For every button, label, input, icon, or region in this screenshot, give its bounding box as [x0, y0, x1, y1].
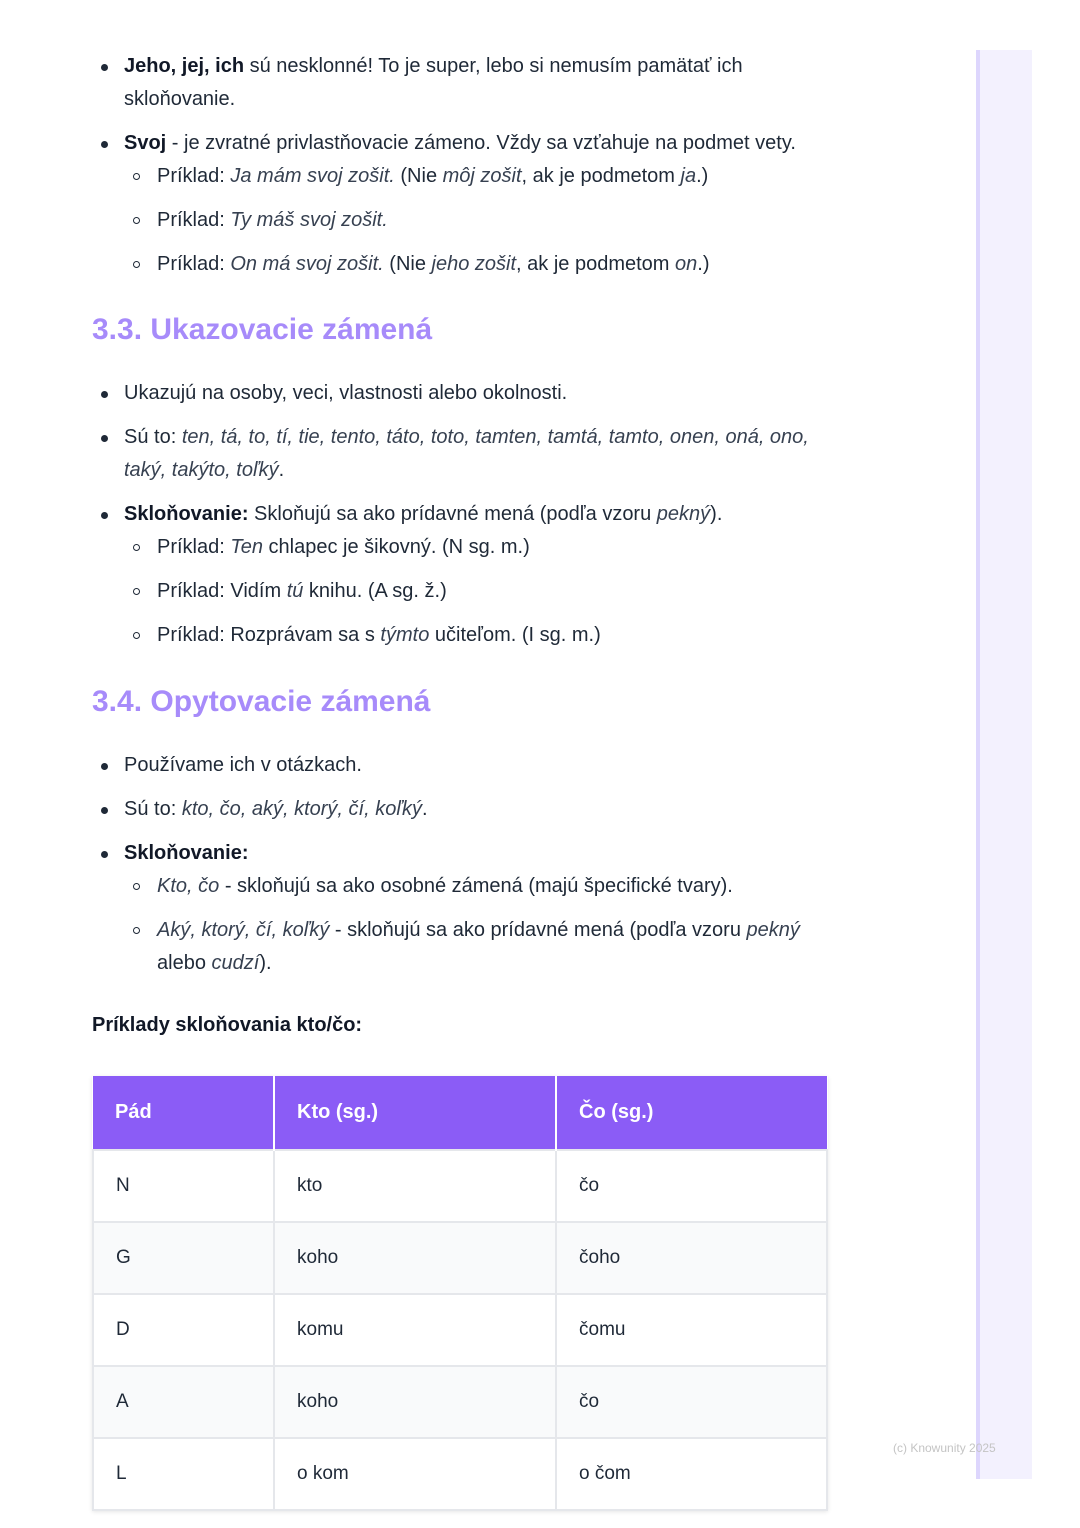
example-item: Príklad: Ja mám svoj zošit. (Nie môj zošit, ak je podmetom ja.) [124, 160, 828, 193]
example-item: Aký, ktorý, čí, koľký - skloňujú sa ako prídavné mená (podľa vzoru pekný alebo cudzí). [124, 914, 828, 980]
document-content [92, 50, 828, 1511]
list-item: Skloňovanie: Skloňujú sa ako prídavné mená (podľa vzoru pekný). Príklad: Ten chlapec je šikovný. (N sg. m.) Príklad: Vidím tú knihu. (A sg. ž.) Príklad: Rozprávam sa s týmto učiteľom. (I sg. m.) [92, 498, 828, 652]
table-cell: D [93, 1294, 274, 1366]
table-cell: čo [556, 1366, 827, 1438]
interrogative-list [92, 749, 828, 980]
section-heading-3-4: 3.4. Opytovacie zámená [92, 685, 431, 718]
table-cell: čo [556, 1150, 827, 1222]
table-cell: koho [274, 1366, 556, 1438]
table-cell: komu [274, 1294, 556, 1366]
list-item: Ukazujú na osoby, veci, vlastnosti alebo okolnosti. [92, 377, 828, 410]
list-item [92, 50, 828, 116]
table-row [93, 1150, 827, 1222]
list-item: Sú to: kto, čo, aký, ktorý, čí, koľký. [92, 793, 828, 826]
table-cell: koho [274, 1222, 556, 1294]
table-row [93, 1222, 827, 1294]
list-item: Používame ich v otázkach. [92, 749, 828, 782]
column-header: Čo (sg.) [556, 1076, 827, 1150]
item-text: sú nesklonné! To je super, lebo si nemusím pamätať ich skloňovanie. [124, 55, 743, 110]
declension-table [92, 1076, 828, 1511]
table-cell: o čom [556, 1438, 827, 1510]
table-cell: L [93, 1438, 274, 1510]
examples-heading: Príklady skloňovania kto/čo: [92, 1014, 363, 1036]
table-header-row [93, 1076, 827, 1150]
table-cell: čoho [556, 1222, 827, 1294]
sidebar-strip [976, 50, 1032, 1479]
table-cell: čomu [556, 1294, 827, 1366]
example-item: Príklad: On má svoj zošit. (Nie jeho zošit, ak je podmetom on.) [124, 248, 828, 281]
table-row [93, 1366, 827, 1438]
example-item: Príklad: Ty máš svoj zošit. [124, 204, 828, 237]
section-heading-3-3: 3.3. Ukazovacie zámená [92, 313, 433, 346]
table-row [93, 1438, 827, 1510]
column-header: Kto (sg.) [274, 1076, 556, 1150]
bold-term: Jeho, jej, ich [124, 55, 245, 77]
example-list [124, 160, 828, 281]
watermark: (c) Knowunity 2025 [893, 1441, 996, 1455]
table-cell: G [93, 1222, 274, 1294]
list-item: Sú to: ten, tá, to, tí, tie, tento, táto, toto, tamten, tamtá, tamto, onen, oná, ono, taký, takýto, toľký. [92, 421, 828, 487]
possessive-list [92, 50, 828, 281]
list-item: Skloňovanie: Kto, čo - skloňujú sa ako osobné zámená (majú špecifické tvary). Aký, ktorý, čí, koľký - skloňujú sa ako prídavné mená (podľa vzoru pekný alebo cudzí). [92, 837, 828, 980]
example-item: Kto, čo - skloňujú sa ako osobné zámená (majú špecifické tvary). [124, 870, 828, 903]
table-row [93, 1294, 827, 1366]
item-text: - je zvratné privlastňovacie zámeno. Vždy sa vzťahuje na podmet vety. [166, 132, 796, 154]
column-header: Pád [93, 1076, 274, 1150]
example-item: Príklad: Rozprávam sa s týmto učiteľom. (I sg. m.) [124, 619, 828, 652]
table-cell: N [93, 1150, 274, 1222]
table-cell: kto [274, 1150, 556, 1222]
table-cell: o kom [274, 1438, 556, 1510]
example-list [124, 531, 828, 652]
example-list [124, 870, 828, 980]
example-item: Príklad: Ten chlapec je šikovný. (N sg. m.) [124, 531, 828, 564]
bold-term: Svoj [124, 132, 167, 154]
demonstrative-list [92, 377, 828, 652]
table-cell: A [93, 1366, 274, 1438]
example-item: Príklad: Vidím tú knihu. (A sg. ž.) [124, 575, 828, 608]
list-item [92, 127, 828, 281]
